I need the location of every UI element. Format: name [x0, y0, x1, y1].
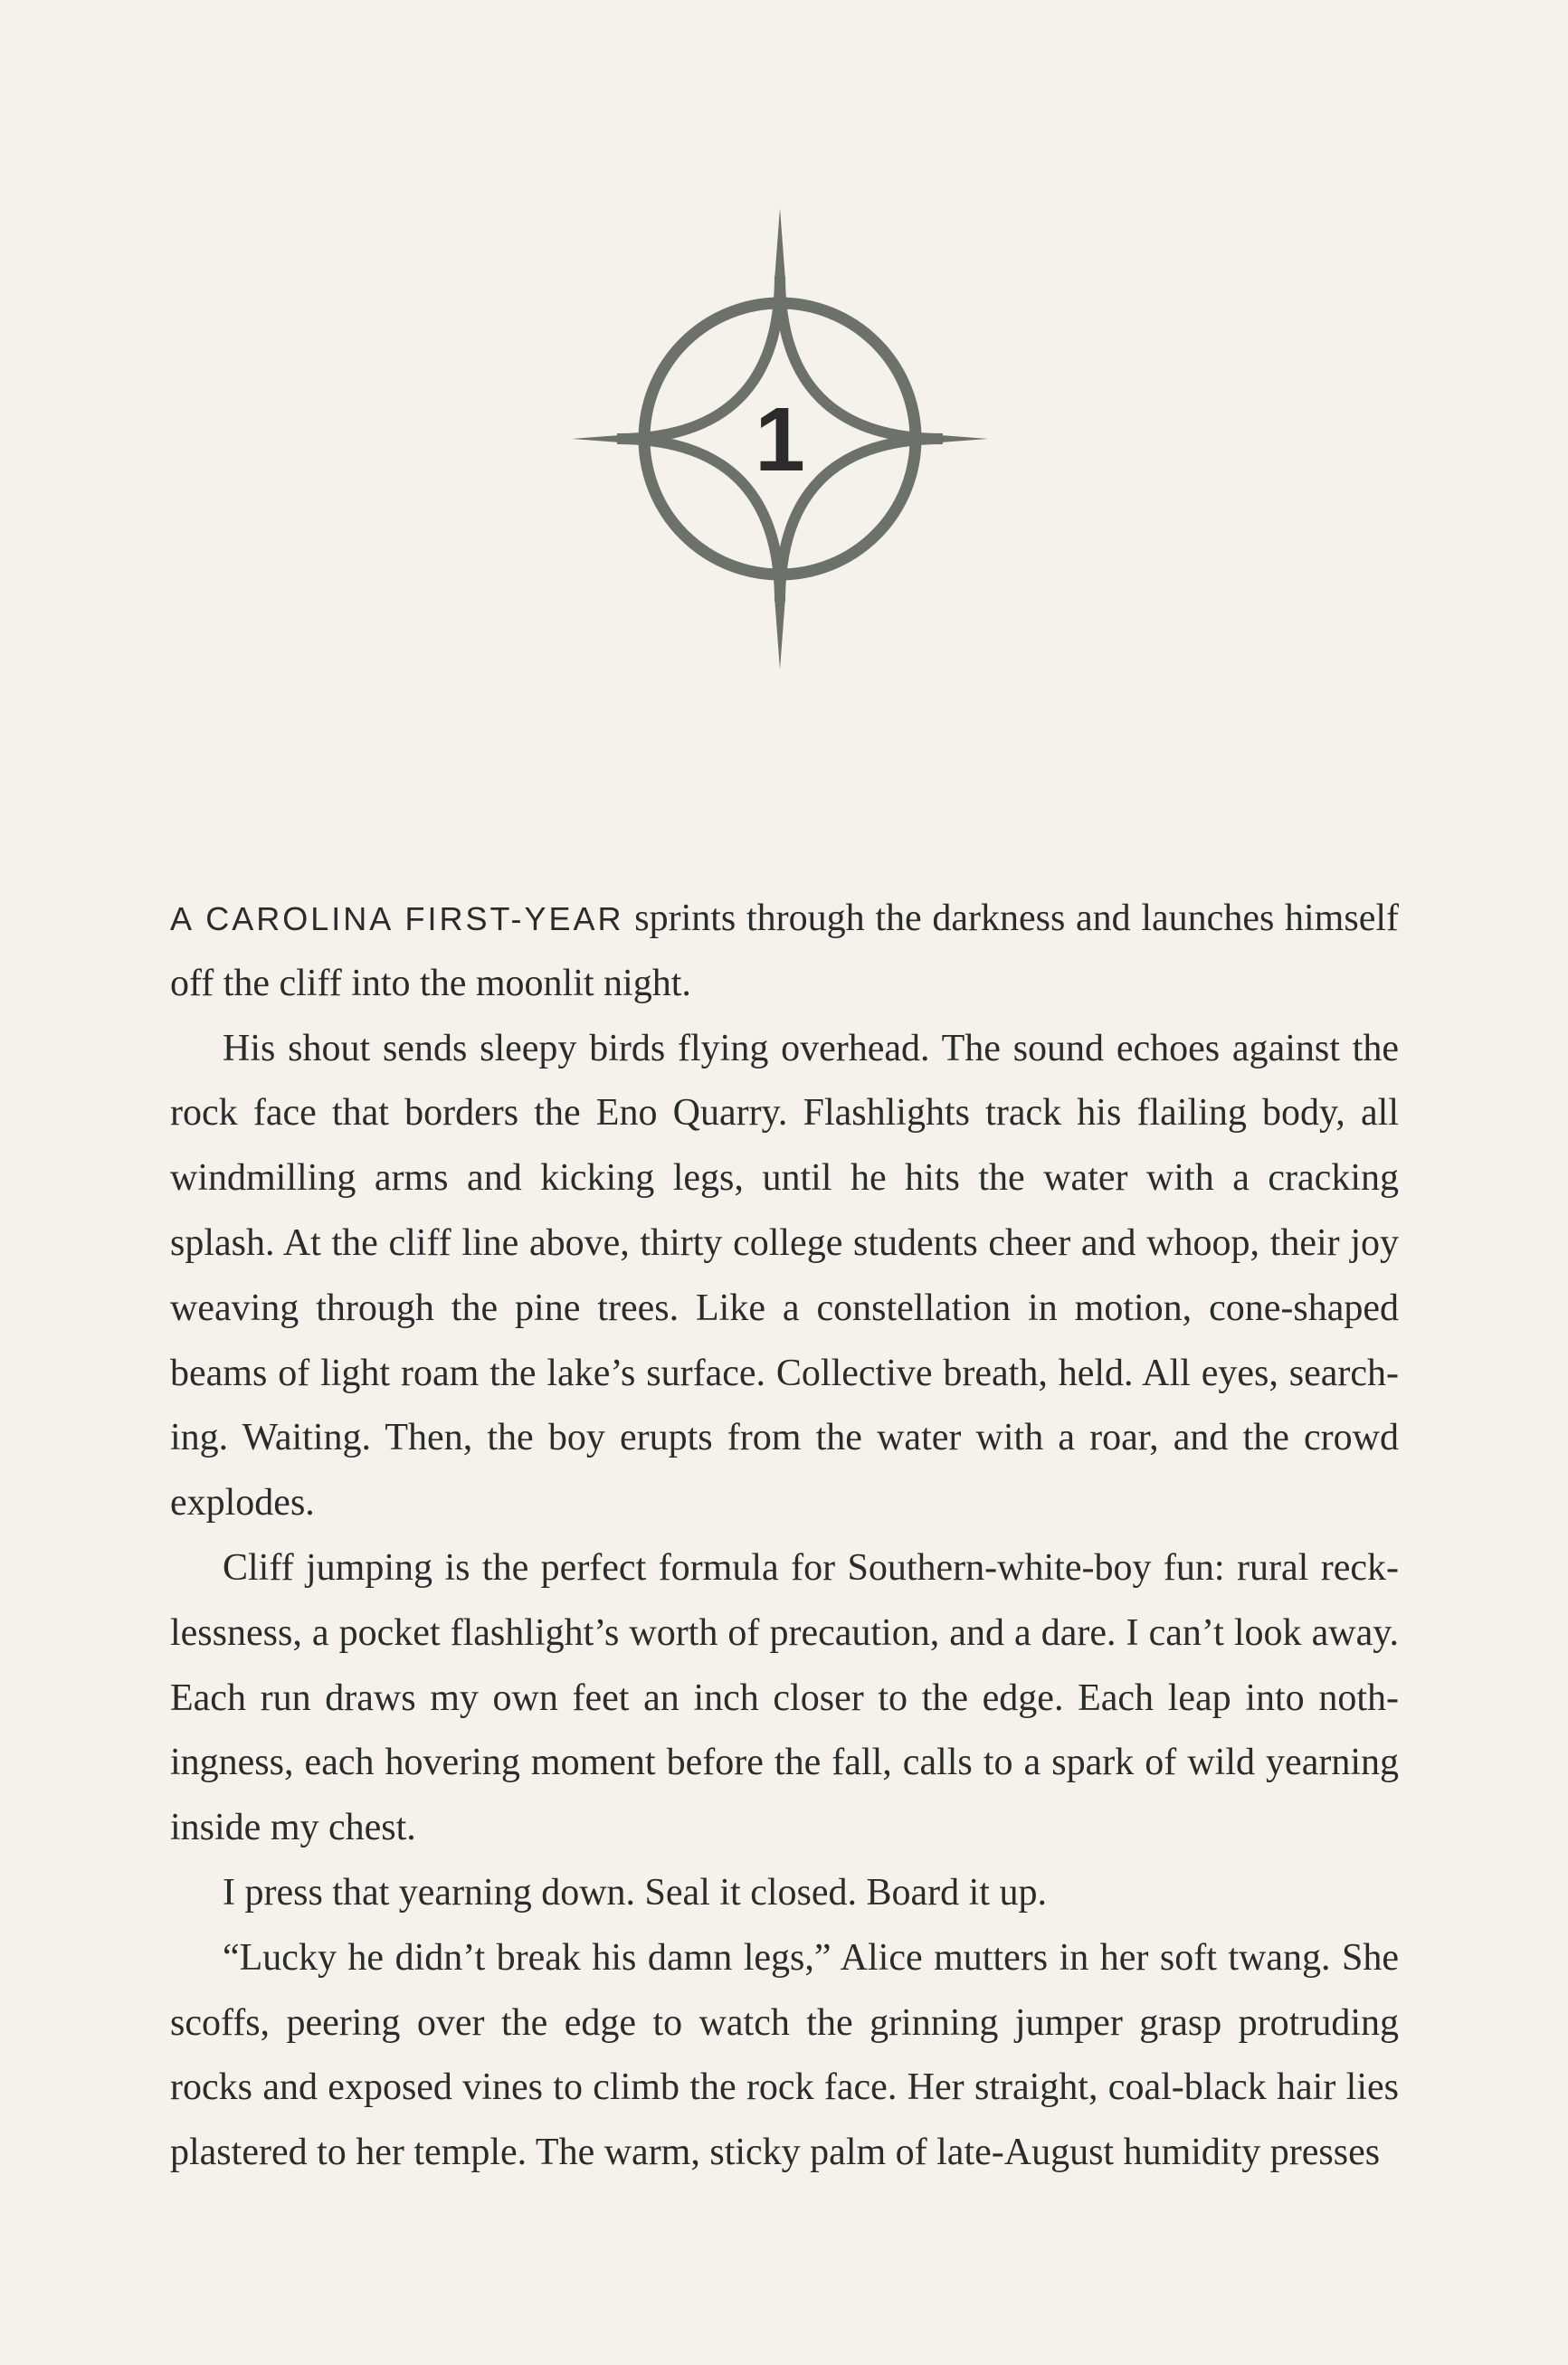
chapter-ornament [572, 208, 988, 670]
paragraph-1 [170, 887, 1399, 1017]
paragraph-1-text: sprints through the darkness and launches himself off the cliff into the moonlit night. [170, 898, 1399, 1004]
paragraph-4: I press that yearning down. Seal it closed. Board it up. [223, 1871, 1047, 1914]
body-text [170, 887, 1399, 2186]
paragraph-2: His shout sends sleepy birds flying overhead. The sound echoes against the rock face that borders the Eno Quarry. Flashlights track his flailing body, all windmilling arms and kicking legs, until he hits the water with a cracking splash. At the cliff line above, thirty college students cheer and whoop, their joy weaving through the pine trees. Like a constellation in motion, cone-shaped beams of light roam the lake’s surface. Collective breath, held. All eyes, searching. Waiting. Then, the boy erupts from the water with a roar, and the crowd explodes. [170, 1027, 1399, 1524]
chapter-number: 1 [755, 389, 805, 490]
paragraph-3: Cliff jumping is the perfect formula for Southern-white-boy fun: rural recklessness, a pocket flashlight’s worth of precaution, and a dare. I can’t look away. Each run draws my own feet an inch closer to the edge. Each leap into nothingness, each hovering moment before the fall, calls to a spark of wild yearning inside my chest. [170, 1546, 1399, 1849]
opening-caps: A CAROLINA FIRST-YEAR [170, 900, 624, 937]
paragraph-5: “Lucky he didn’t break his damn legs,” Alice mutters in her soft twang. She scoffs, peering over the edge to watch the grinning jumper grasp protruding rocks and exposed vines to climb the rock face. Her straight, coal-black hair lies plastered to her temple. The warm, sticky palm of late-August humidity presses [170, 1936, 1399, 2174]
